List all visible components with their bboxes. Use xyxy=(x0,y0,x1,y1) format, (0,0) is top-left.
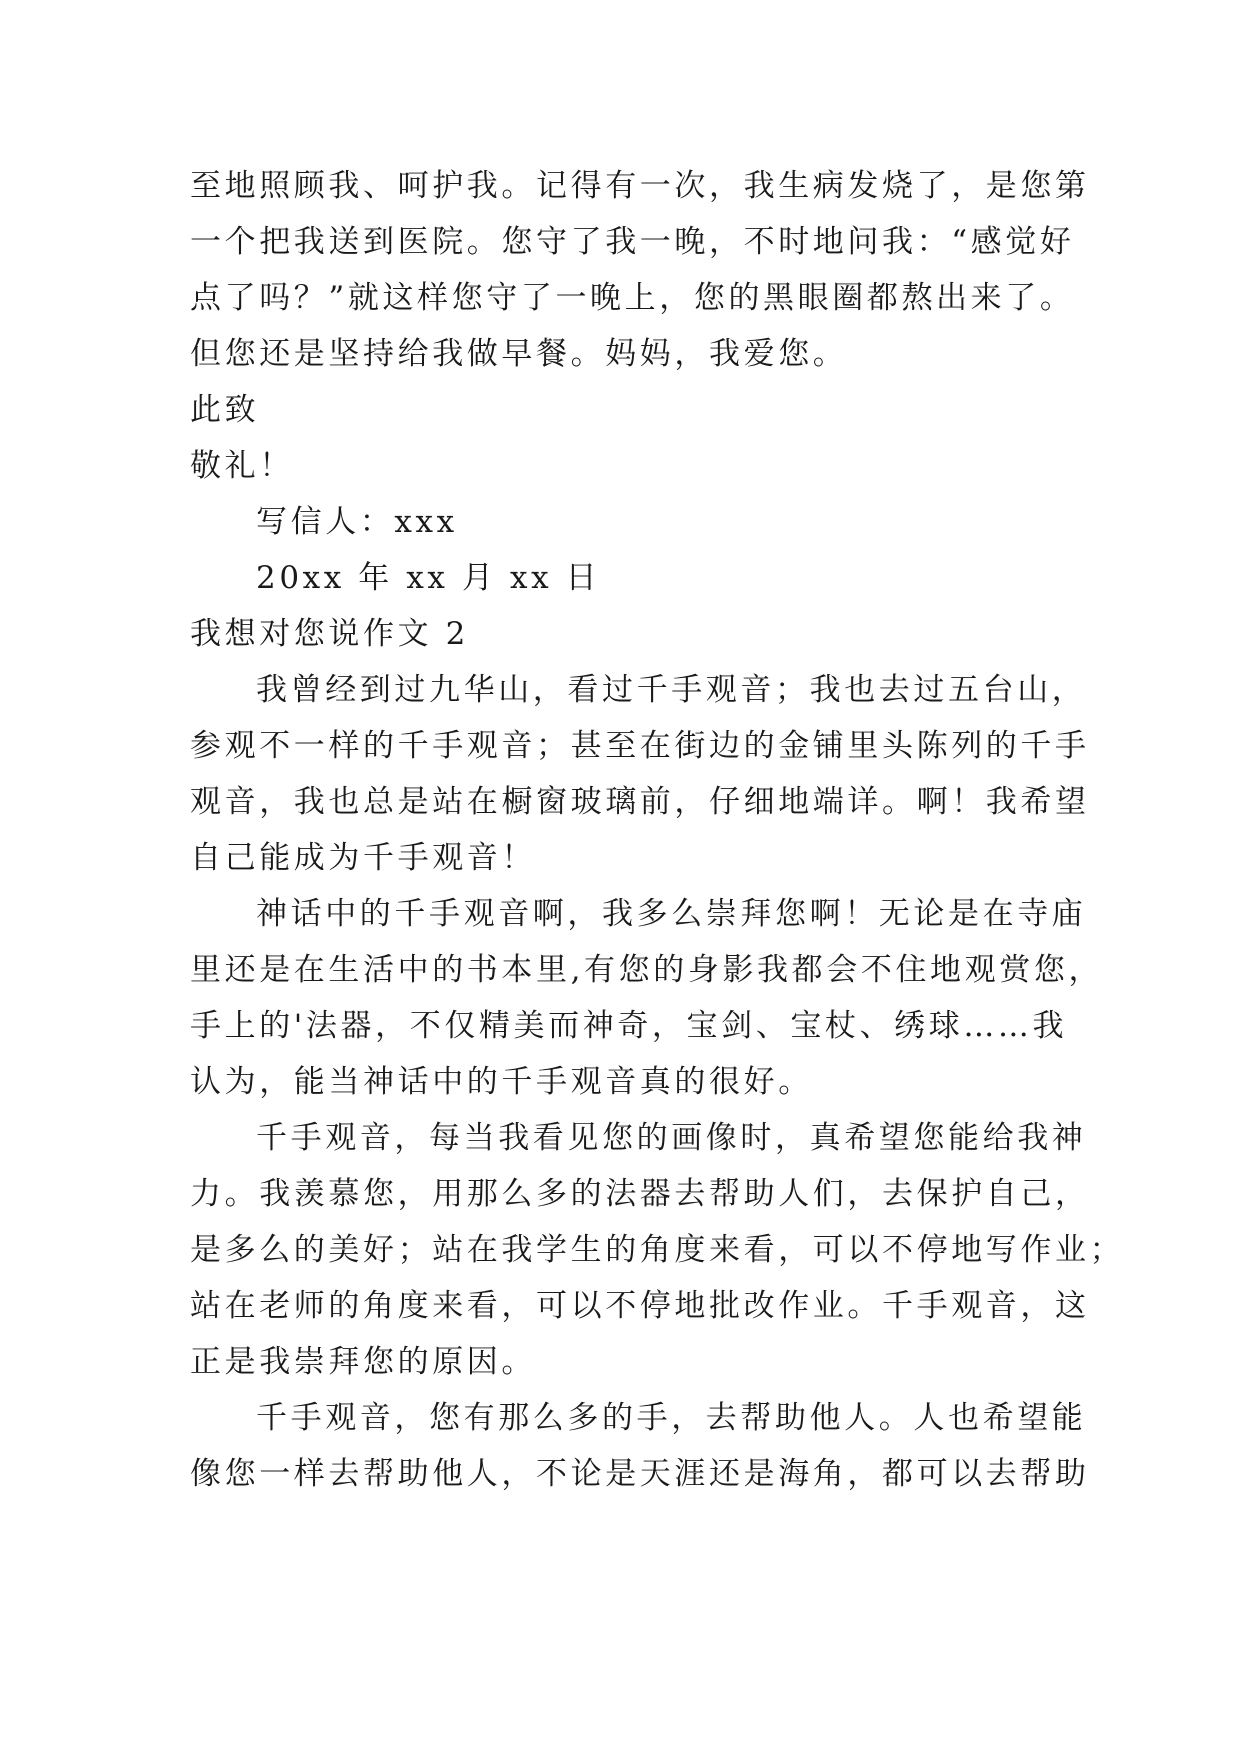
body-text-line: 力。我羡慕您，用那么多的法器去帮助人们，去保护自己， xyxy=(190,1176,1090,1212)
closing-regards: 敬礼！ xyxy=(190,448,294,484)
body-text-line: 站在老师的角度来看，可以不停地批改作业。千手观音，这 xyxy=(190,1288,1090,1324)
body-text-line: 千手观音，每当我看见您的画像时，真希望您能给我神 xyxy=(256,1120,1087,1156)
closing-salutation: 此致 xyxy=(190,392,260,428)
body-text-line: 千手观音，您有那么多的手，去帮助他人。人也希望能 xyxy=(256,1400,1087,1436)
body-text-line: 认为，能当神话中的千手观音真的很好。 xyxy=(190,1064,813,1100)
body-text-line: 一个把我送到医院。您守了我一晚，不时地问我：“感觉好 xyxy=(190,224,1075,260)
letter-author: 写信人：xxx xyxy=(256,504,458,540)
body-text-line: 手上的'法器，不仅精美而神奇，宝剑、宝杖、绣球……我 xyxy=(190,1008,1068,1044)
body-text-line: 神话中的千手观音啊，我多么崇拜您啊！无论是在寺庙 xyxy=(256,896,1087,932)
body-text-line: 参观不一样的千手观音；甚至在街边的金铺里头陈列的千手 xyxy=(190,728,1090,764)
body-text-line: 正是我崇拜您的原因。 xyxy=(190,1344,536,1380)
body-text-line: 我曾经到过九华山，看过千手观音；我也去过五台山， xyxy=(256,672,1087,708)
body-text-line: 点了吗？”就这样您守了一晚上，您的黑眼圈都熬出来了。 xyxy=(190,280,1075,316)
body-text-line: 像您一样去帮助他人，不论是天涯还是海角，都可以去帮助 xyxy=(190,1456,1090,1492)
body-text-line: 观音，我也总是站在橱窗玻璃前，仔细地端详。啊！我希望 xyxy=(190,784,1090,820)
body-text-line: 但您还是坚持给我做早餐。妈妈，我爱您。 xyxy=(190,336,848,372)
essay-heading: 我想对您说作文 2 xyxy=(190,616,469,652)
body-text-line: 至地照顾我、呵护我。记得有一次，我生病发烧了，是您第 xyxy=(190,168,1090,204)
letter-date: 20xx 年 xx 月 xx 日 xyxy=(256,560,601,596)
body-text-line: 自己能成为千手观音！ xyxy=(190,840,536,876)
body-text-line: 是多么的美好；站在我学生的角度来看，可以不停地写作业； xyxy=(190,1232,1125,1268)
body-text-line: 里还是在生活中的书本里,有您的身影我都会不住地观赏您， xyxy=(190,952,1104,988)
